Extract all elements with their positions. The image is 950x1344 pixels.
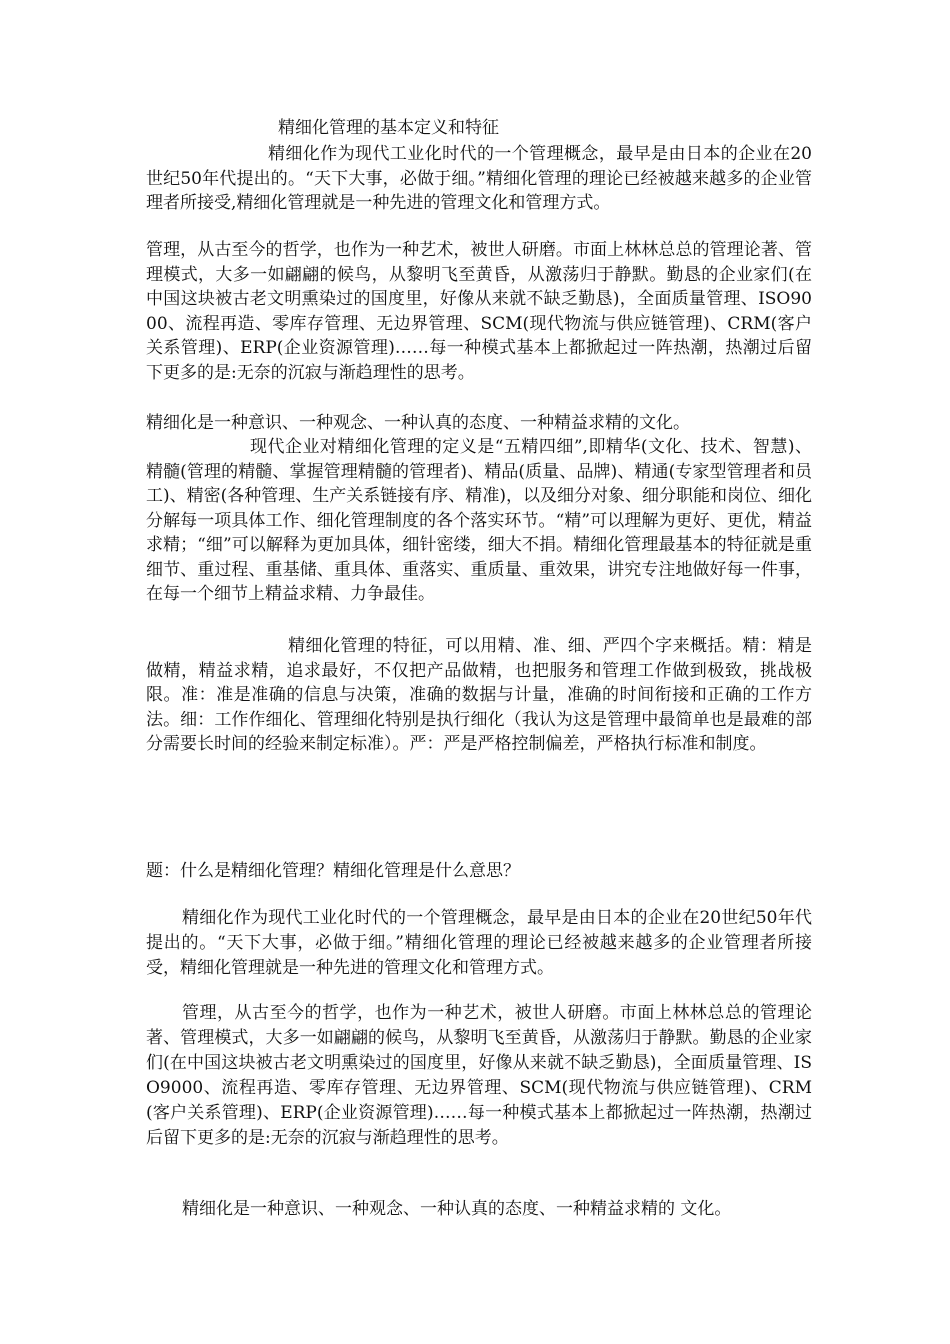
paragraph-intro: 精细化作为现代工业化时代的一个管理概念，最早是由日本的企业在20世纪50年代提出的。“天下大事，必做于细。”精细化管理的理论已经被越来越多的企业管理者所接受,精细化管理就是一种先进的管理文化和管理方式。 [146, 144, 812, 213]
paragraph-answer-culture: 精细化是一种意识、一种观念、一种认真的态度、一种精益求精的 文化。 [182, 1199, 732, 1219]
question-heading: 题：什么是精细化管理？精细化管理是什么意思？ [146, 861, 520, 881]
paragraph-five-four-definition: 现代企业对精细化管理的定义是“五精四细”,即精华(文化、技术、智慧)、精髓(管理的精髓、掌握管理精髓的管理者)、精品(质量、品牌)、精通(专家型管理者和员工)、精密(各种管理、生产关系链接有序、精准)，以及细分对象、细分职能和岗位、细化分解每一项具体工作、细化管理制度的各个落实环节。“精”可以理解为更好、更优，精益求精；“细”可以解释为更加具体，细针密缕，细大不捐。精细化管理最基本的特征就是重细节、重过程、重基储、重具体、重落实、重质量、重效果，讲究专注地做好每一件事，在每一个细节上精益求精、力争最佳。 [146, 437, 812, 604]
document-title: 精细化管理的基本定义和特征 [278, 118, 499, 138]
paragraph-answer-intro: 精细化作为现代工业化时代的一个管理概念，最早是由日本的企业在20世纪50年代提出的。“天下大事，必做于细。”精细化管理的理论已经被越来越多的企业管理者所接受，精细化管理就是一种先进的管理文化和管理方式。 [146, 908, 812, 978]
paragraph-management-history: 管理，从古至今的哲学，也作为一种艺术，被世人研磨。市面上林林总总的管理论著、管理模式，大多一如翩翩的候鸟，从黎明飞至黄昏，从激荡归于静默。勤恳的企业家们(在中国这块被古老文明熏染过的国度里，好像从来就不缺乏勤恳)，全面质量管理、ISO9000、流程再造、零库存管理、无边界管理、SCM(现代物流与供应链管理)、CRM(客户关系管理)、ERP(企业资源管理)……每一种模式基本上都掀起过一阵热潮，热潮过后留下更多的是:无奈的沉寂与渐趋理性的思考。 [146, 240, 812, 383]
paragraph-definition-culture: 精细化是一种意识、一种观念、一种认真的态度、一种精益求精的文化。 [146, 413, 690, 433]
paragraph-answer-history: 管理，从古至今的哲学，也作为一种艺术，被世人研磨。市面上林林总总的管理论著、管理模式，大多一如翩翩的候鸟，从黎明飞至黄昏，从激荡归于静默。勤恳的企业家们(在中国这块被古老文明熏染过的国度里，好像从来就不缺乏勤恳)，全面质量管理、ISO9000、流程再造、零库存管理、无边界管理、SCM(现代物流与供应链管理)、CRM(客户关系管理)、ERP(企业资源管理)……每一种模式基本上都掀起过一阵热潮，热潮过后留下更多的是:无奈的沉寂与渐趋理性的思考。 [146, 1003, 812, 1148]
paragraph-characteristics: 精细化管理的特征，可以用精、准、细、严四个字来概括。精：精是做精，精益求精，追求最好，不仅把产品做精，也把服务和管理工作做到极致，挑战极限。准：准是准确的信息与决策，准确的数据与计量，准确的时间衔接和正确的工作方法。细：工作作细化、管理细化特别是执行细化（我认为这是管理中最简单也是最难的部分需要长时间的经验来制定标准）。严：严是严格控制偏差，严格执行标准和制度。 [146, 636, 812, 754]
